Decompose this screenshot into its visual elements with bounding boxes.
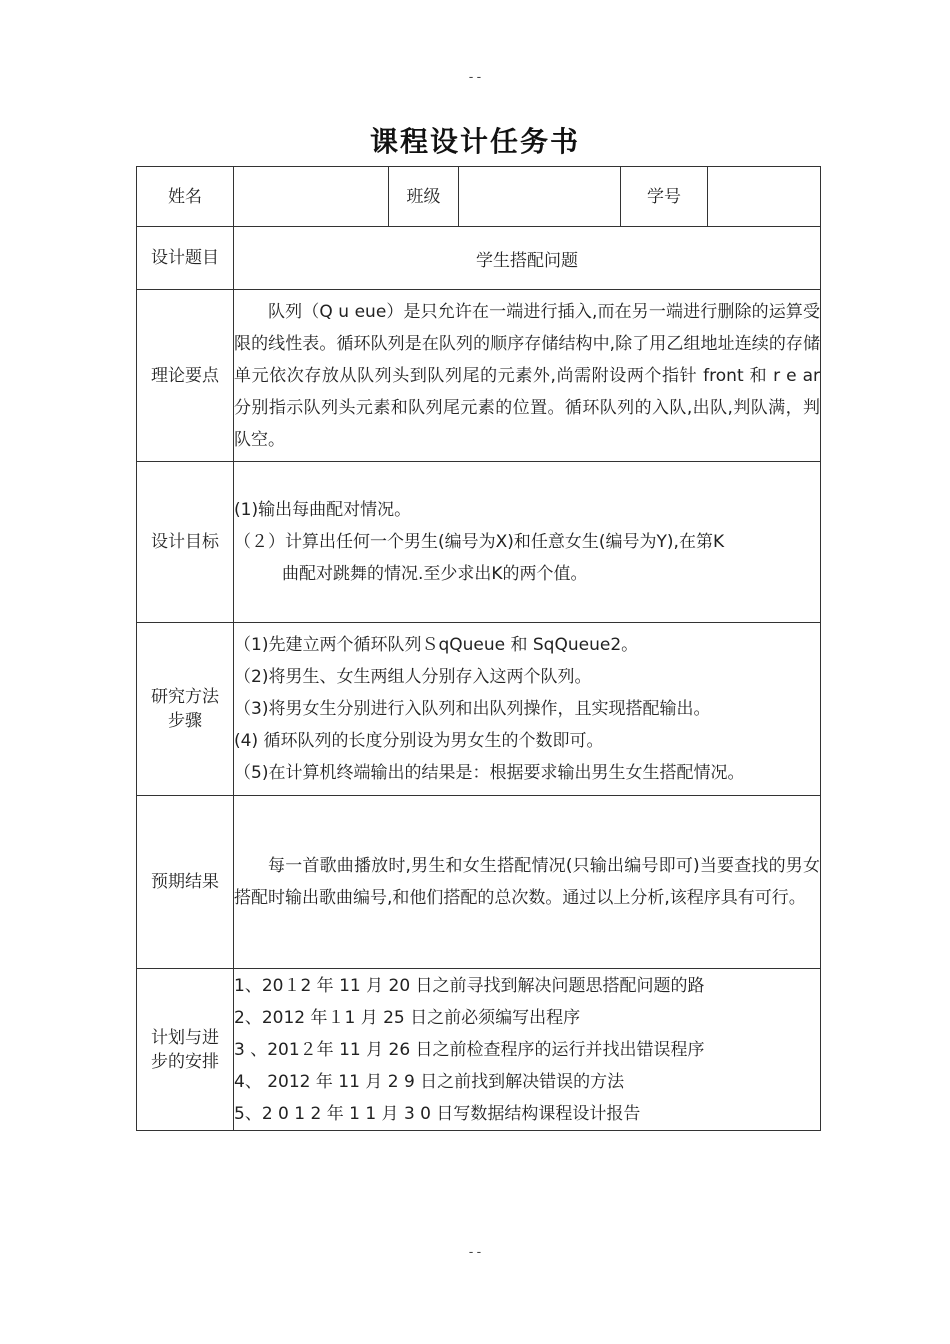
page-header-mark: -- <box>467 70 483 85</box>
expected-content <box>234 796 821 969</box>
goal-content <box>234 462 821 623</box>
method-label-line-1: 研究方法 <box>151 687 219 707</box>
plan-content <box>234 969 821 1131</box>
plan-item-2: 2、2012 年１1 月 25 日之前必须编写出程序 <box>234 1007 581 1028</box>
info-row <box>137 167 821 227</box>
method-label-line-2: 步骤 <box>168 711 202 731</box>
plan-row <box>137 969 821 1131</box>
goal-row <box>137 462 821 623</box>
goal-item-1: (1)输出每曲配对情况。 <box>234 500 412 520</box>
goal-label: 设计目标 <box>137 462 234 623</box>
class-value <box>459 167 621 227</box>
goal-item-2-line-2: 曲配对跳舞的情况.至少求出K的两个值。 <box>282 564 588 584</box>
plan-item-5: 5、2 0 1 2 年 1 1 月 3 0 日写数据结构课程设计报告 <box>234 1103 641 1124</box>
theory-content <box>234 290 821 462</box>
name-value <box>234 167 389 227</box>
document-title: 课程设计任务书 <box>369 125 580 158</box>
class-label: 班级 <box>389 167 459 227</box>
method-content <box>234 623 821 796</box>
theory-label: 理论要点 <box>137 290 234 462</box>
plan-label-line-2: 步的安排 <box>151 1051 219 1072</box>
expected-label: 预期结果 <box>137 796 234 969</box>
topic-label: 设计题目 <box>137 227 234 290</box>
method-step-5: （5)在计算机终端输出的结果是：根据要求输出男生女生搭配情况。 <box>234 763 745 783</box>
name-label: 姓名 <box>137 167 234 227</box>
goal-item-2-line-1: （２）计算出任何一个男生(编号为X)和任意女生(编号为Y),在第K <box>234 532 725 552</box>
method-step-2: （2)将男生、女生两组人分别存入这两个队列。 <box>234 667 592 687</box>
plan-label-line-1: 计划与进 <box>151 1027 219 1048</box>
expected-text: 每一首歌曲播放时,男生和女生搭配情况(只输出编号即可)当要查找的男女搭配时输出歌曲编号,和他们搭配的总次数。通过以上分析,该程序具有可行。 <box>234 856 820 908</box>
task-table <box>136 166 821 1131</box>
method-step-4: (4) 循环队列的长度分别设为男女生的个数即可。 <box>234 731 604 751</box>
method-label <box>137 623 234 796</box>
student-id-value <box>708 167 821 227</box>
theory-row <box>137 290 821 462</box>
theory-text: 队列（Q u eue）是只允许在一端进行插入,而在另一端进行删除的运算受限的线性表。循环队列是在队列的顺序存储结构中,除了用乙组地址连续的存储单元依次存放从队列头到队列尾的元素外,尚需附设两个指针 front 和 r e ar 分别指示队列头元素和队列尾元素的位置。循环队列的入队,出队,判队满，判队空。 <box>234 301 820 450</box>
topic-value: 学生搭配问题 <box>234 227 821 290</box>
method-step-1: （1)先建立两个循环队列ＳqQueue 和 SqQueue2。 <box>234 635 639 655</box>
method-row <box>137 623 821 796</box>
plan-label <box>137 969 234 1131</box>
student-id-label: 学号 <box>621 167 708 227</box>
expected-row <box>137 796 821 969</box>
method-step-3: （3)将男女生分别进行入队列和出队列操作，且实现搭配输出。 <box>234 699 711 719</box>
plan-item-3: 3 、201２年 11 月 26 日之前检查程序的运行并找出错误程序 <box>234 1039 705 1060</box>
plan-item-1: 1、20１2 年 11 月 20 日之前寻找到解决问题思搭配问题的路 <box>234 975 705 996</box>
topic-row <box>137 227 821 290</box>
page-footer-mark: -- <box>467 1245 483 1260</box>
plan-item-4: 4、 2012 年 11 月 2 9 日之前找到解决错误的方法 <box>234 1071 625 1092</box>
